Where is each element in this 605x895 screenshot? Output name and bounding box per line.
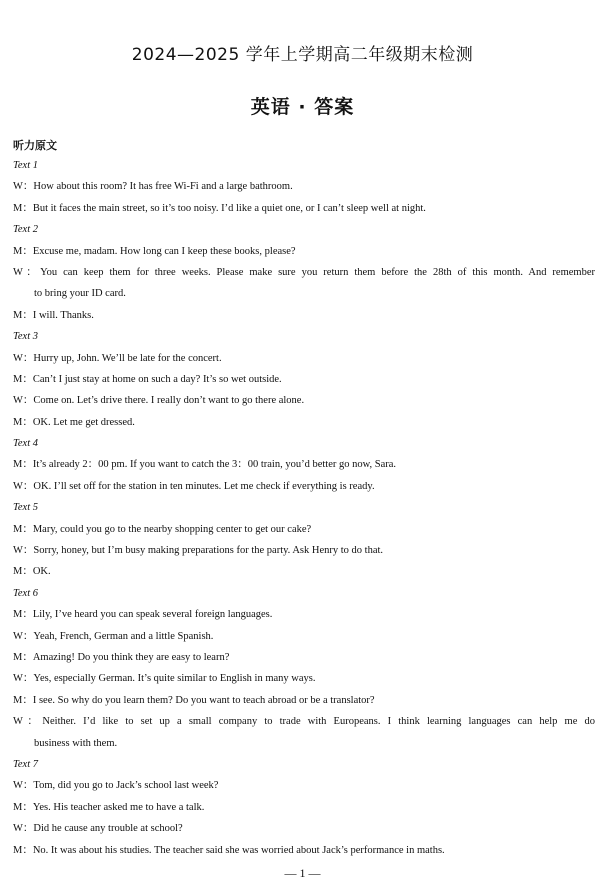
dialogue-line: W：Yes, especially German. It’s quite similar to English in many ways. — [13, 673, 316, 685]
text-label: Text 5 — [13, 502, 38, 514]
transcript-body — [13, 155, 595, 861]
dialogue-line: W：OK. I’ll set off for the station in ten minutes. Let me check if everything is ready. — [13, 480, 375, 492]
dialogue-line: business with them. — [34, 737, 118, 749]
text-label: Text 4 — [13, 438, 38, 450]
dialogue-line: M：OK. — [13, 566, 51, 578]
text-label: Text 6 — [13, 587, 38, 599]
dialogue-line: M：Amazing! Do you think they are easy to learn? — [13, 651, 230, 663]
dialogue-line: M：I will. Thanks. — [13, 309, 94, 321]
dialogue-line: W：Hurry up, John. We’ll be late for the concert. — [13, 352, 222, 364]
dialogue-line: W：Come on. Let’s drive there. I really don’t want to go there alone. — [13, 395, 305, 407]
dialogue-line: W：You can keep them for three weeks. Please make sure you return them before the 28th of this month. And remember — [13, 266, 595, 278]
dialogue-line: to bring your ID card. — [34, 288, 126, 300]
dialogue-line: W：Neither. I’d like to set up a small company to trade with Europeans. I think learning languages can help me do — [13, 716, 595, 728]
document-title: 2024—2025 学年上学期高二年级期末检测 — [131, 45, 474, 65]
dialogue-line: M：No. It was about his studies. The teacher said she was worried about Jack’s performance in maths. — [13, 844, 445, 856]
text-label: Text 1 — [13, 160, 38, 171]
dialogue-line: M：Yes. His teacher asked me to have a talk. — [13, 801, 205, 813]
page-number: — 1 — — [284, 866, 321, 880]
dialogue-line: M：OK. Let me get dressed. — [13, 416, 135, 428]
section-heading: 听力原文 — [13, 139, 57, 152]
dialogue-line: M：Excuse me, madam. How long can I keep these books, please? — [13, 245, 296, 257]
dialogue-line: M：Can’t I just stay at home on such a day? It’s so wet outside. — [13, 373, 282, 385]
dialogue-line: M：Mary, could you go to the nearby shopping center to get our cake? — [13, 523, 312, 535]
dialogue-line: M：I see. So why do you learn them? Do you want to teach abroad or be a translator? — [13, 694, 375, 706]
dialogue-line: W：Did he cause any trouble at school? — [13, 823, 183, 835]
dialogue-line: M：Lily, I’ve heard you can speak several foreign languages. — [13, 609, 273, 621]
dialogue-line: M：But it faces the main street, so it’s too noisy. I’d like a quiet one, or I can’t sleep well at night. — [13, 202, 426, 214]
dialogue-line: W：How about this room? It has free Wi-Fi and a large bathroom. — [13, 181, 293, 193]
text-label: Text 3 — [13, 331, 38, 343]
dialogue-line: M：It’s already 2：00 pm. If you want to catch the 3：00 train, you’d better go now, Sara. — [13, 459, 397, 471]
dialogue-line: W：Sorry, honey, but I’m busy making preparations for the party. Ask Henry to do that. — [13, 545, 384, 557]
document-subtitle: 英语 · 答案 — [250, 96, 355, 118]
text-label: Text 2 — [13, 224, 38, 236]
text-label: Text 7 — [13, 758, 38, 770]
dialogue-line: W：Yeah, French, German and a little Spanish. — [13, 630, 214, 642]
dialogue-line: W：Tom, did you go to Jack’s school last week? — [13, 780, 219, 792]
